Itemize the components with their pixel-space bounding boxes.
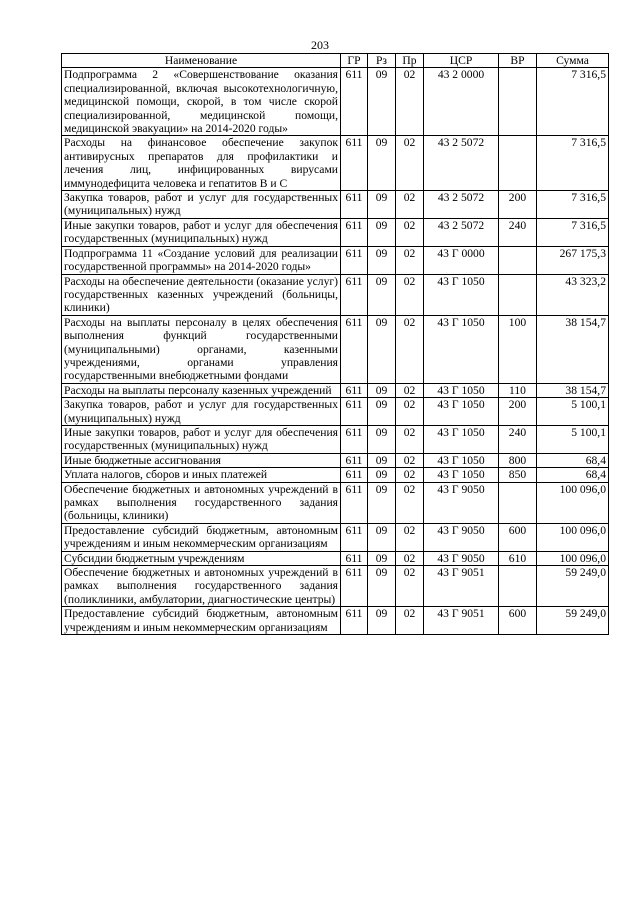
cell-vr: 600 xyxy=(499,523,537,551)
cell-sum: 7 316,5 xyxy=(537,191,609,219)
cell-name: Субсидии бюджетным учреждениям xyxy=(62,551,341,565)
cell-vr: 240 xyxy=(499,218,537,246)
cell-csr: 43 Г 1050 xyxy=(424,383,499,397)
table-row xyxy=(62,468,609,482)
cell-sum: 68,4 xyxy=(537,468,609,482)
cell-gr: 611 xyxy=(341,453,368,467)
cell-name: Закупка товаров, работ и услуг для государственных (муниципальных) нужд xyxy=(62,191,341,219)
cell-pr: 02 xyxy=(396,191,424,219)
cell-csr: 43 Г 0000 xyxy=(424,246,499,274)
cell-vr xyxy=(499,246,537,274)
cell-gr: 611 xyxy=(341,468,368,482)
cell-csr: 43 Г 9051 xyxy=(424,607,499,635)
cell-vr: 610 xyxy=(499,551,537,565)
cell-name: Обеспечение бюджетных и автономных учреждений в рамках выполнения государственного задания (поликлиники, амбулатории, диагностические центры) xyxy=(62,566,341,607)
cell-vr: 110 xyxy=(499,383,537,397)
cell-vr: 800 xyxy=(499,453,537,467)
cell-pr: 02 xyxy=(396,274,424,315)
cell-vr: 100 xyxy=(499,315,537,383)
cell-csr: 43 2 0000 xyxy=(424,68,499,136)
cell-sum: 267 175,3 xyxy=(537,246,609,274)
cell-vr: 240 xyxy=(499,425,537,453)
cell-name: Уплата налогов, сборов и иных платежей xyxy=(62,468,341,482)
cell-csr: 43 Г 9050 xyxy=(424,551,499,565)
table-row xyxy=(62,425,609,453)
table-row xyxy=(62,551,609,565)
cell-sum: 100 096,0 xyxy=(537,482,609,523)
table-header-row xyxy=(62,54,609,68)
cell-rz: 09 xyxy=(368,383,396,397)
table-row xyxy=(62,398,609,426)
cell-name: Расходы на выплаты персоналу казенных учреждений xyxy=(62,383,341,397)
cell-vr: 200 xyxy=(499,191,537,219)
cell-pr: 02 xyxy=(396,566,424,607)
cell-gr: 611 xyxy=(341,523,368,551)
cell-sum: 68,4 xyxy=(537,453,609,467)
cell-sum: 38 154,7 xyxy=(537,383,609,397)
cell-pr: 02 xyxy=(396,523,424,551)
cell-csr: 43 Г 1050 xyxy=(424,453,499,467)
cell-pr: 02 xyxy=(396,315,424,383)
cell-sum: 5 100,1 xyxy=(537,398,609,426)
cell-rz: 09 xyxy=(368,453,396,467)
cell-vr xyxy=(499,482,537,523)
cell-gr: 611 xyxy=(341,246,368,274)
table-row xyxy=(62,274,609,315)
cell-name: Подпрограмма 11 «Создание условий для реализации государственной программы» на 2014-2020 годы» xyxy=(62,246,341,274)
cell-rz: 09 xyxy=(368,425,396,453)
table-body xyxy=(62,68,609,635)
cell-name: Предоставление субсидий бюджетным, автономным учреждениям и иным некоммерческим организациям xyxy=(62,607,341,635)
header-name: Наименование xyxy=(62,54,341,68)
header-gr: ГР xyxy=(341,54,368,68)
cell-rz: 09 xyxy=(368,274,396,315)
cell-gr: 611 xyxy=(341,383,368,397)
cell-name: Иные закупки товаров, работ и услуг для обеспечения государственных (муниципальных) нужд xyxy=(62,425,341,453)
table-row xyxy=(62,246,609,274)
cell-pr: 02 xyxy=(396,482,424,523)
cell-sum: 59 249,0 xyxy=(537,607,609,635)
table-row xyxy=(62,566,609,607)
header-csr: ЦСР xyxy=(424,54,499,68)
cell-pr: 02 xyxy=(396,425,424,453)
table-row xyxy=(62,523,609,551)
cell-sum: 43 323,2 xyxy=(537,274,609,315)
cell-rz: 09 xyxy=(368,398,396,426)
cell-pr: 02 xyxy=(396,398,424,426)
cell-name: Иные закупки товаров, работ и услуг для обеспечения государственных (муниципальных) нужд xyxy=(62,218,341,246)
cell-name: Обеспечение бюджетных и автономных учреждений в рамках выполнения государственного задания (больницы, клиники) xyxy=(62,482,341,523)
cell-gr: 611 xyxy=(341,566,368,607)
page-number: 203 xyxy=(311,38,329,52)
cell-rz: 09 xyxy=(368,551,396,565)
cell-csr: 43 2 5072 xyxy=(424,218,499,246)
cell-pr: 02 xyxy=(396,468,424,482)
cell-sum: 59 249,0 xyxy=(537,566,609,607)
cell-gr: 611 xyxy=(341,425,368,453)
cell-csr: 43 Г 1050 xyxy=(424,425,499,453)
table-row xyxy=(62,136,609,191)
cell-gr: 611 xyxy=(341,607,368,635)
cell-pr: 02 xyxy=(396,246,424,274)
cell-vr: 600 xyxy=(499,607,537,635)
cell-rz: 09 xyxy=(368,246,396,274)
cell-sum: 38 154,7 xyxy=(537,315,609,383)
cell-csr: 43 Г 9050 xyxy=(424,523,499,551)
table-row xyxy=(62,68,609,136)
cell-gr: 611 xyxy=(341,551,368,565)
cell-rz: 09 xyxy=(368,218,396,246)
cell-name: Предоставление субсидий бюджетным, автономным учреждениям и иным некоммерческим организациям xyxy=(62,523,341,551)
cell-rz: 09 xyxy=(368,136,396,191)
cell-csr: 43 Г 9051 xyxy=(424,566,499,607)
cell-rz: 09 xyxy=(368,68,396,136)
table-row xyxy=(62,383,609,397)
cell-pr: 02 xyxy=(396,136,424,191)
cell-name: Расходы на выплаты персоналу в целях обеспечения выполнения функций государственными (муниципальными) органами, казенными учреждениями, органами управления государственными внебюджетными фондами xyxy=(62,315,341,383)
cell-csr: 43 Г 1050 xyxy=(424,315,499,383)
cell-gr: 611 xyxy=(341,218,368,246)
cell-rz: 09 xyxy=(368,468,396,482)
cell-vr xyxy=(499,566,537,607)
cell-pr: 02 xyxy=(396,68,424,136)
cell-name: Расходы на финансовое обеспечение закупок антивирусных препаратов для профилактики и лечения лиц, инфицированных вирусами иммунодефицита человека и гепатитов B и C xyxy=(62,136,341,191)
cell-rz: 09 xyxy=(368,607,396,635)
cell-csr: 43 Г 1050 xyxy=(424,274,499,315)
cell-csr: 43 2 5072 xyxy=(424,136,499,191)
header-rz: Рз xyxy=(368,54,396,68)
cell-name: Подпрограмма 2 «Совершенствование оказания специализированной, включая высокотехнологичную, медицинской помощи, скорой, в том числе скорой специализированной, медицинской помощи, медицинской эвакуации» на 2014-2020 годы» xyxy=(62,68,341,136)
budget-table xyxy=(61,53,609,635)
header-pr: Пр xyxy=(396,54,424,68)
table-row xyxy=(62,218,609,246)
table-row xyxy=(62,607,609,635)
cell-sum: 100 096,0 xyxy=(537,523,609,551)
cell-vr xyxy=(499,274,537,315)
cell-csr: 43 Г 9050 xyxy=(424,482,499,523)
cell-vr xyxy=(499,68,537,136)
header-vr: ВР xyxy=(499,54,537,68)
cell-name: Расходы на обеспечение деятельности (оказание услуг) государственных казенных учреждений (больницы, клиники) xyxy=(62,274,341,315)
cell-csr: 43 2 5072 xyxy=(424,191,499,219)
cell-rz: 09 xyxy=(368,315,396,383)
cell-sum: 7 316,5 xyxy=(537,68,609,136)
cell-rz: 09 xyxy=(368,191,396,219)
cell-pr: 02 xyxy=(396,607,424,635)
cell-gr: 611 xyxy=(341,398,368,426)
cell-gr: 611 xyxy=(341,274,368,315)
table-row xyxy=(62,482,609,523)
cell-vr: 200 xyxy=(499,398,537,426)
table-row xyxy=(62,315,609,383)
cell-pr: 02 xyxy=(396,383,424,397)
cell-gr: 611 xyxy=(341,315,368,383)
cell-rz: 09 xyxy=(368,482,396,523)
cell-gr: 611 xyxy=(341,68,368,136)
cell-sum: 7 316,5 xyxy=(537,136,609,191)
cell-gr: 611 xyxy=(341,136,368,191)
cell-rz: 09 xyxy=(368,523,396,551)
cell-sum: 100 096,0 xyxy=(537,551,609,565)
header-sum: Сумма xyxy=(537,54,609,68)
cell-pr: 02 xyxy=(396,453,424,467)
table-row xyxy=(62,191,609,219)
cell-csr: 43 Г 1050 xyxy=(424,468,499,482)
cell-name: Закупка товаров, работ и услуг для государственных (муниципальных) нужд xyxy=(62,398,341,426)
cell-name: Иные бюджетные ассигнования xyxy=(62,453,341,467)
cell-sum: 7 316,5 xyxy=(537,218,609,246)
cell-pr: 02 xyxy=(396,551,424,565)
cell-rz: 09 xyxy=(368,566,396,607)
cell-pr: 02 xyxy=(396,218,424,246)
cell-sum: 5 100,1 xyxy=(537,425,609,453)
cell-gr: 611 xyxy=(341,482,368,523)
cell-vr xyxy=(499,136,537,191)
cell-gr: 611 xyxy=(341,191,368,219)
cell-vr: 850 xyxy=(499,468,537,482)
cell-csr: 43 Г 1050 xyxy=(424,398,499,426)
table-row xyxy=(62,453,609,467)
